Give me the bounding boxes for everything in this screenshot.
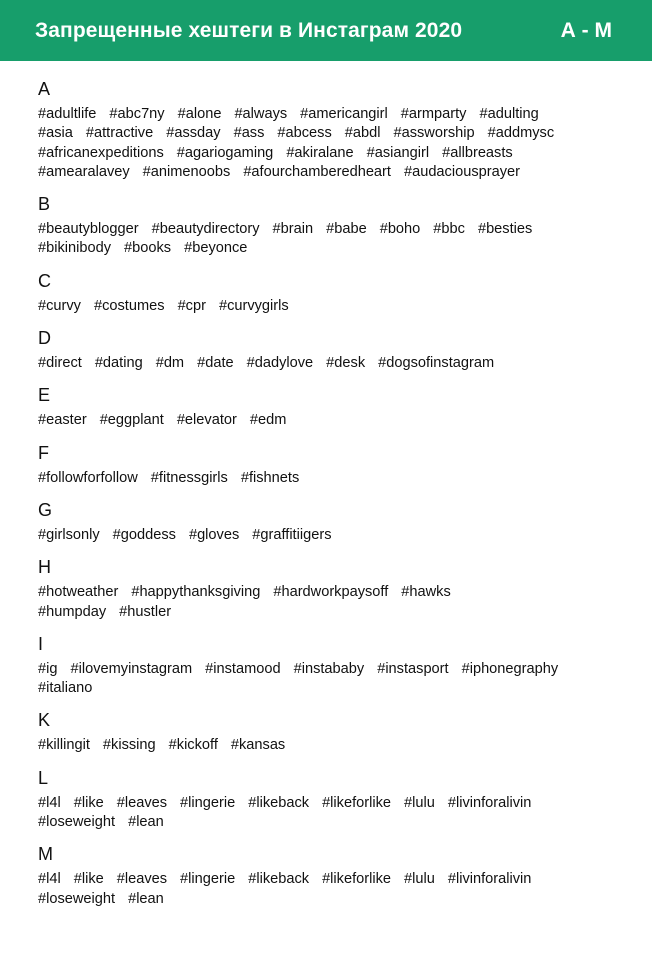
hashtag: #addmysc (487, 125, 555, 142)
hashtag: #instababy (293, 660, 365, 677)
hashtag: #alone (177, 106, 222, 122)
hashtag: #abcess (277, 125, 332, 142)
hashtag-line (38, 163, 632, 182)
hashtag-line (38, 603, 632, 622)
hashtag: #fitnessgirls (150, 469, 228, 486)
hashtag-line (38, 890, 632, 909)
hashtag: #americangirl (300, 106, 388, 122)
hashtag-line (38, 220, 632, 239)
hashtag: #beautyblogger (38, 221, 139, 238)
hashtag-line (38, 660, 632, 679)
hashtag-group (38, 870, 632, 909)
hashtag: #hawks (401, 584, 451, 601)
hashtag: #ilovemyinstagram (70, 660, 193, 677)
hashtag: #gloves (188, 526, 240, 543)
hashtag-group (38, 411, 632, 430)
hashtag: #bbc (433, 221, 465, 238)
hashtag-group (38, 794, 632, 833)
hashtag: #curvy (38, 297, 81, 314)
hashtag: #l4l (38, 871, 61, 888)
hashtag-group (38, 736, 632, 755)
hashtag-line (38, 813, 632, 832)
hashtag: #bikinibody (38, 240, 112, 257)
hashtag-line (38, 469, 632, 488)
hashtag: #humpday (38, 603, 107, 620)
hashtag-line (38, 870, 632, 889)
hashtag: #asia (38, 125, 73, 142)
hashtag: #cpr (177, 297, 206, 314)
hashtag: #elevator (176, 412, 237, 429)
hashtag: #attractive (85, 125, 154, 142)
hashtag: #fishnets (240, 469, 300, 486)
hashtag: #allbreasts (442, 144, 513, 161)
hashtag: #audaciousprayer (403, 163, 520, 180)
hashtag: #hardworkpaysoff (273, 584, 389, 601)
hashtag: #easter (38, 412, 87, 429)
hashtag: #happythanksgiving (131, 584, 261, 601)
hashtag-group (38, 583, 632, 622)
hashtag-line (38, 526, 632, 545)
hashtag: #curvygirls (218, 297, 289, 314)
section-letter: E (38, 385, 51, 406)
hashtag: #babe (326, 221, 367, 238)
section-letter: B (38, 194, 51, 215)
section-letter: K (38, 710, 51, 731)
hashtag: #kickoff (168, 737, 218, 754)
hashtag-group (38, 297, 632, 316)
section-letter: F (38, 442, 49, 463)
hashtag: #followforfollow (38, 469, 138, 486)
hashtag: #dadylove (246, 355, 314, 372)
hashtag: #armparty (400, 106, 467, 122)
hashtag: #always (234, 106, 288, 122)
page-title: Запрещенные хештеги в Инстаграм 2020 (35, 18, 463, 42)
hashtag: #assworship (393, 125, 475, 142)
hashtag: #assday (166, 125, 221, 142)
hashtag-line (38, 124, 632, 143)
hashtag: #asiangirl (366, 144, 430, 161)
hashtag: #livinforalivin (447, 871, 532, 888)
hashtag: #kissing (102, 737, 156, 754)
hashtag-line (38, 354, 632, 373)
hashtag: #amearalavey (38, 163, 130, 180)
hashtag: #lean (128, 890, 164, 907)
section-letter: I (38, 633, 44, 654)
hashtag: #likeback (248, 794, 310, 811)
hashtag: #ass (233, 125, 265, 142)
hashtag-group (38, 469, 632, 488)
hashtag: #kansas (230, 737, 286, 754)
hashtag: #italiano (38, 680, 93, 697)
hashtag-group (38, 354, 632, 373)
section-letter: H (38, 557, 51, 578)
hashtag: #lingerie (180, 871, 236, 888)
hashtag: #leaves (116, 871, 168, 888)
hashtag-group (38, 220, 632, 259)
hashtag-line (38, 583, 632, 602)
hashtag: #l4l (38, 794, 61, 811)
letter-section-g (38, 499, 632, 545)
section-letter: M (38, 844, 53, 865)
letter-section-a (38, 78, 632, 182)
hashtag: #loseweight (38, 814, 116, 831)
hashtag: #instamood (205, 660, 281, 677)
hashtag: #girlsonly (38, 526, 100, 543)
hashtag: #abdl (344, 125, 381, 142)
letter-section-d (38, 327, 632, 373)
hashtag: #adultlife (38, 106, 97, 122)
section-letter: D (38, 328, 51, 349)
hashtag: #date (197, 355, 234, 372)
hashtag: #iphonegraphy (461, 660, 559, 677)
letter-range: А - М (560, 18, 612, 42)
letter-section-k (38, 709, 632, 755)
hashtag: #akiralane (286, 144, 354, 161)
hashtag-line (38, 411, 632, 430)
hashtag: #dm (155, 355, 185, 372)
hashtag: #likeback (248, 871, 310, 888)
hashtag: #hustler (119, 603, 172, 620)
hashtag: #killingit (38, 737, 90, 754)
hashtag: #costumes (93, 297, 165, 314)
hashtag: #likeforlike (322, 871, 392, 888)
section-letter: A (38, 79, 51, 99)
hashtag: #graffitiigers (252, 526, 332, 543)
hashtag: #brain (272, 221, 314, 238)
letter-section-l (38, 767, 632, 833)
hashtag: #beautydirectory (151, 221, 260, 238)
hashtag-group (38, 105, 632, 182)
letter-section-e (38, 384, 632, 430)
hashtag: #books (124, 240, 172, 257)
hashtag: #lingerie (180, 794, 236, 811)
hashtag: #adulting (479, 106, 539, 122)
hashtag: #agariogaming (176, 144, 274, 161)
header-banner (0, 0, 652, 61)
hashtag-line (38, 794, 632, 813)
hashtag-line (38, 105, 632, 124)
hashtag: #livinforalivin (447, 794, 532, 811)
letter-section-c (38, 270, 632, 316)
hashtag: #beyonce (184, 240, 248, 257)
hashtag-group (38, 526, 632, 545)
hashtag: #hotweather (38, 584, 119, 601)
hashtag-list (0, 61, 652, 909)
hashtag: #desk (326, 355, 366, 372)
hashtag: #ig (38, 660, 58, 677)
hashtag: #dogsofinstagram (378, 355, 495, 372)
hashtag: #africanexpeditions (38, 144, 164, 161)
hashtag: #lean (128, 814, 164, 831)
section-letter: C (38, 270, 51, 291)
hashtag: #lulu (404, 871, 435, 888)
letter-section-i (38, 633, 632, 699)
hashtag: #direct (38, 355, 82, 372)
hashtag-group (38, 660, 632, 699)
hashtag-line (38, 297, 632, 316)
hashtag: #lulu (404, 794, 435, 811)
hashtag-line (38, 736, 632, 755)
hashtag: #boho (379, 221, 421, 238)
hashtag-line (38, 144, 632, 163)
hashtag: #like (73, 871, 104, 888)
hashtag: #loseweight (38, 890, 116, 907)
hashtag: #eggplant (99, 412, 164, 429)
section-letter: G (38, 499, 53, 520)
hashtag: #edm (249, 412, 287, 429)
hashtag: #afourchamberedheart (243, 163, 391, 180)
letter-section-f (38, 442, 632, 488)
letter-section-m (38, 843, 632, 909)
letter-section-b (38, 193, 632, 259)
hashtag: #dating (94, 355, 143, 372)
letter-section-h (38, 556, 632, 622)
section-letter: L (38, 767, 49, 788)
hashtag: #leaves (116, 794, 168, 811)
hashtag: #animenoobs (142, 163, 231, 180)
hashtag-line (38, 239, 632, 258)
hashtag: #abc7ny (109, 106, 165, 122)
hashtag: #instasport (377, 660, 449, 677)
hashtag-line (38, 679, 632, 698)
hashtag: #besties (477, 221, 533, 238)
hashtag: #goddess (112, 526, 176, 543)
hashtag: #like (73, 794, 104, 811)
hashtag: #likeforlike (322, 794, 392, 811)
